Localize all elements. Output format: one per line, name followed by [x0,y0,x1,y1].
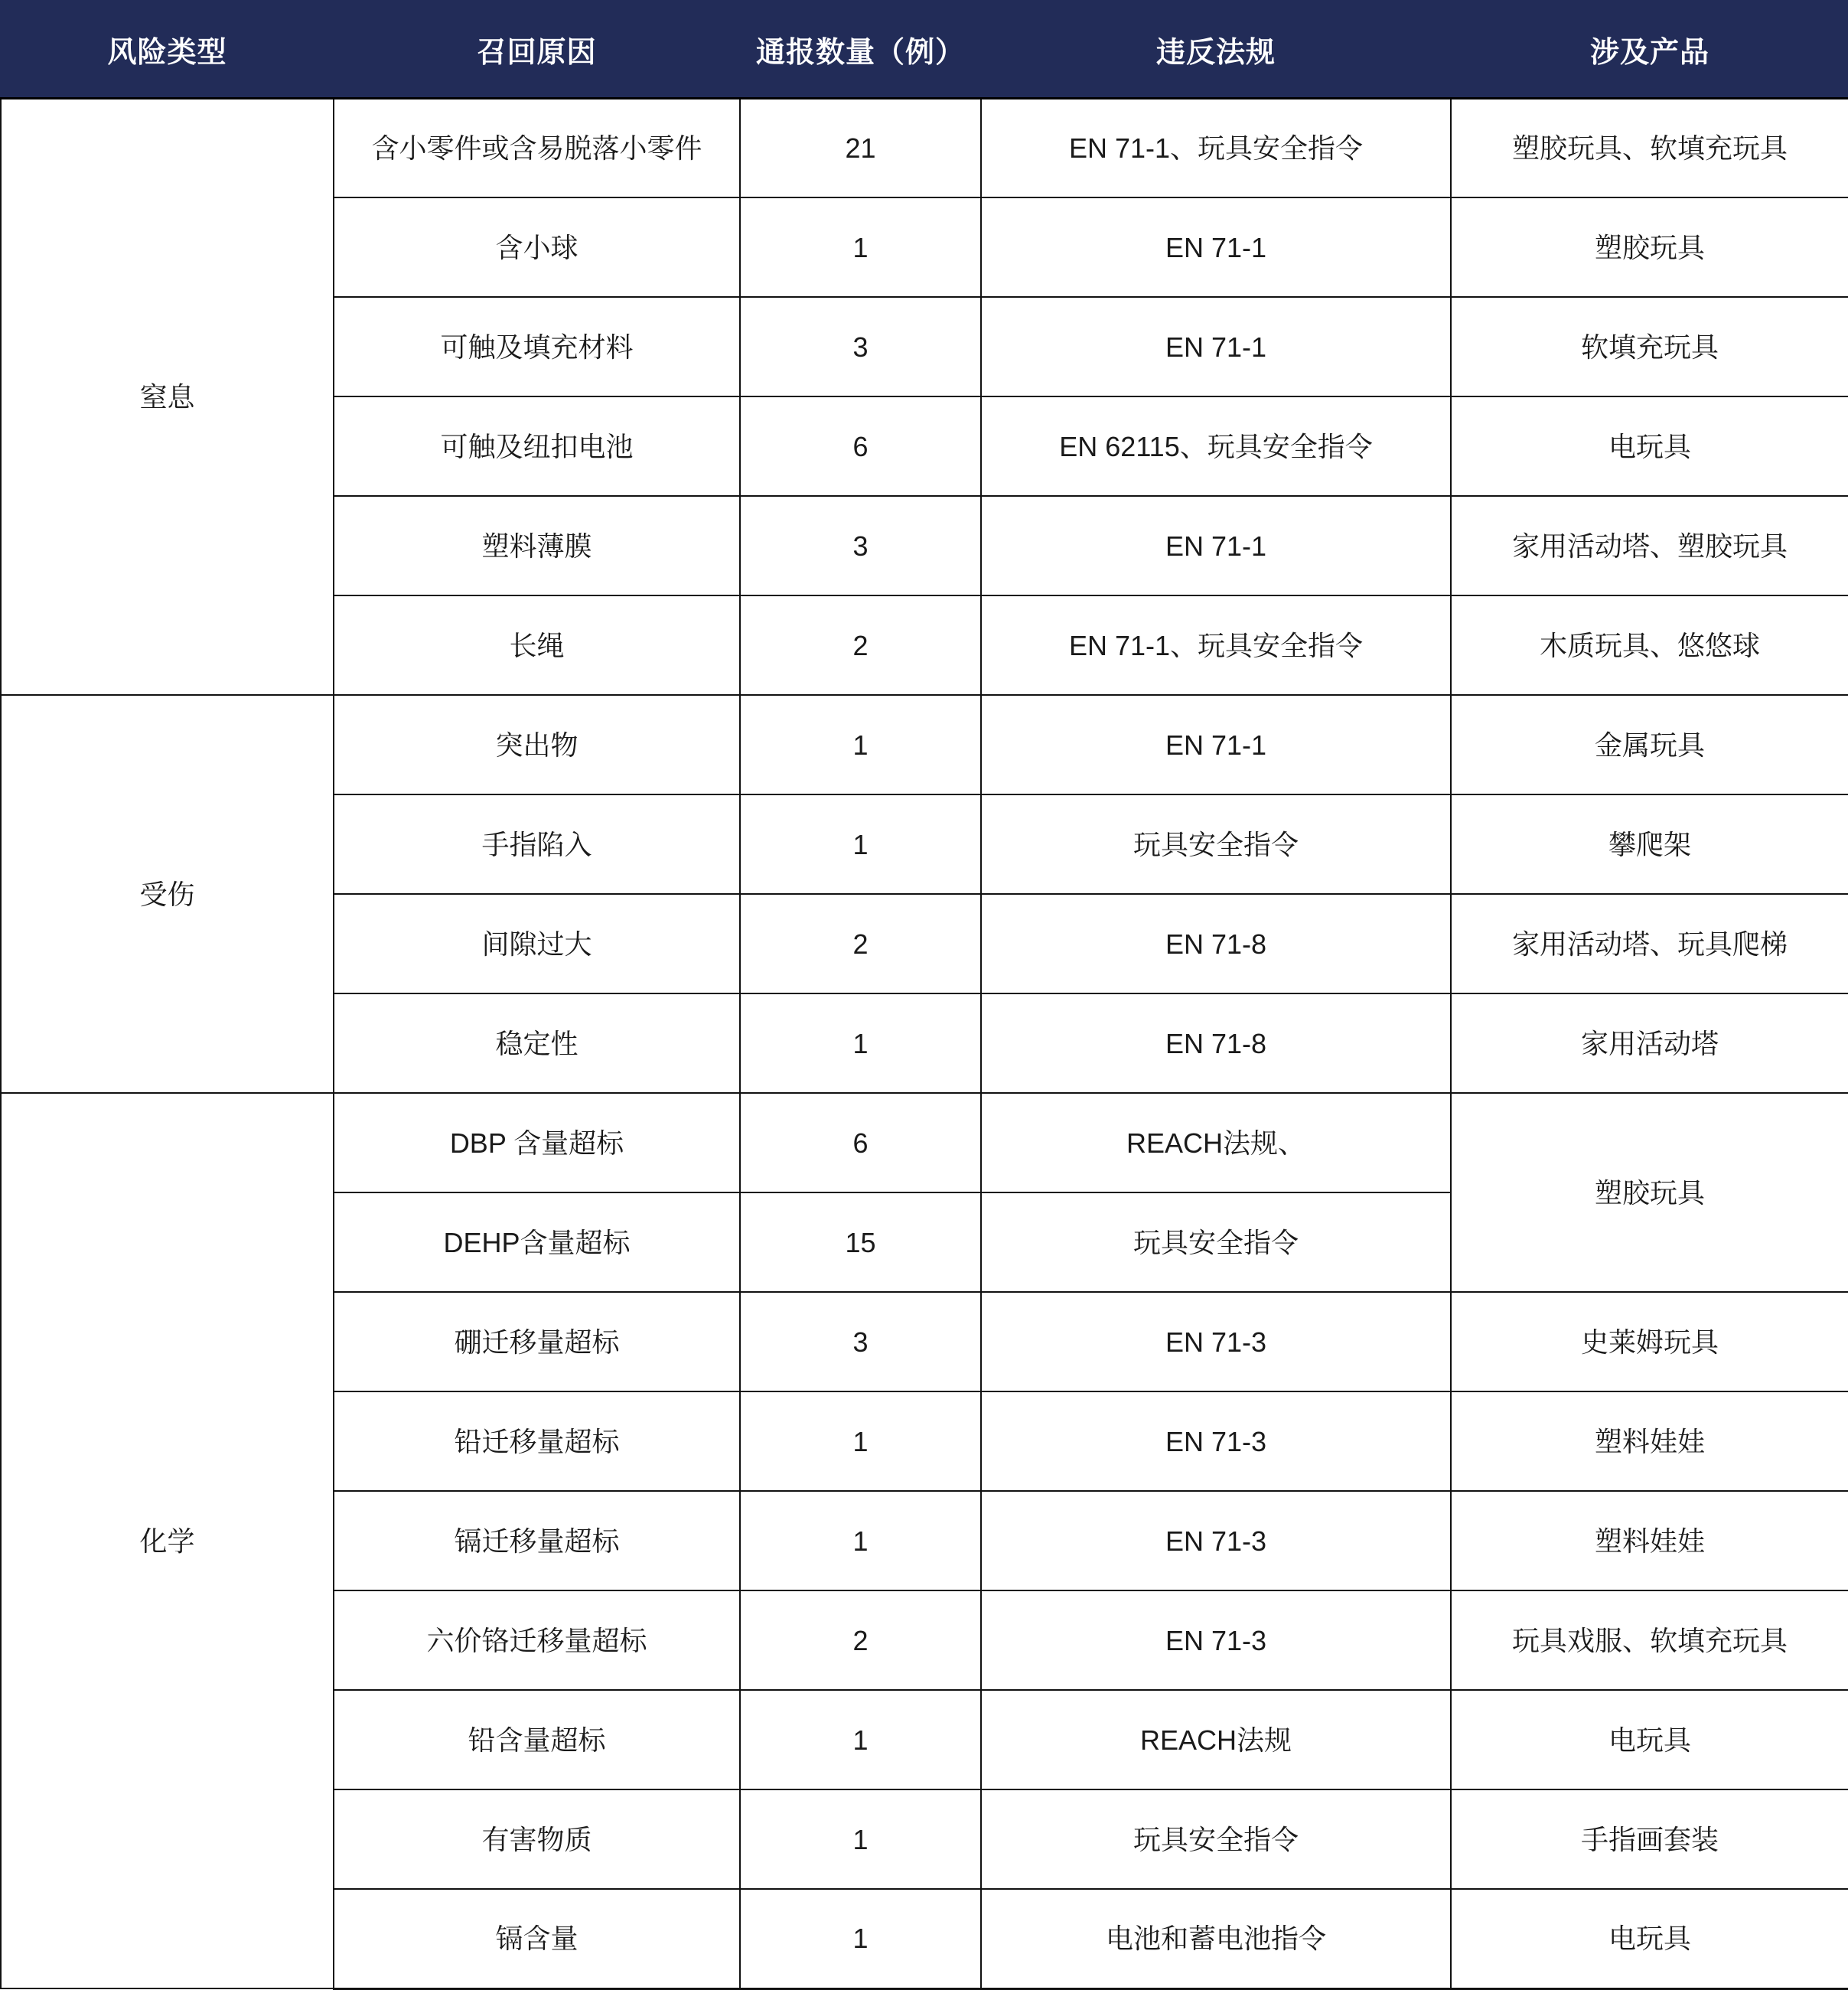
involved-product-cell: 塑胶玩具、软填充玩具 [1451,98,1848,197]
involved-product-cell: 塑胶玩具 [1451,197,1848,297]
recall-reason-cell: 铅含量超标 [334,1690,740,1789]
column-header-violated-regulation: 违反法规 [981,1,1451,98]
table-row [1,695,1848,794]
violated-regulation-cell: EN 71-1 [981,695,1451,794]
table-header [1,1,1848,98]
report-count-cell: 1 [740,1491,981,1590]
recall-reason-cell: 可触及填充材料 [334,297,740,396]
table-body [1,98,1848,1988]
involved-product-cell: 家用活动塔、塑胶玩具 [1451,496,1848,595]
involved-product-cell: 木质玩具、悠悠球 [1451,595,1848,695]
recall-reason-cell: 硼迁移量超标 [334,1292,740,1391]
report-count-cell: 6 [740,396,981,496]
violated-regulation-cell: REACH法规、 [981,1093,1451,1192]
report-count-cell: 21 [740,98,981,197]
risk-type-cell: 窒息 [1,98,334,695]
violated-regulation-cell: EN 71-3 [981,1391,1451,1491]
report-count-cell: 15 [740,1192,981,1292]
involved-product-cell: 金属玩具 [1451,695,1848,794]
violated-regulation-cell: EN 71-1、玩具安全指令 [981,98,1451,197]
involved-product-cell: 玩具戏服、软填充玩具 [1451,1590,1848,1690]
recall-reason-cell: DEHP含量超标 [334,1192,740,1292]
report-count-cell: 1 [740,695,981,794]
report-count-cell: 1 [740,1690,981,1789]
involved-product-cell: 攀爬架 [1451,794,1848,894]
report-count-cell: 1 [740,993,981,1093]
recall-reason-cell: 稳定性 [334,993,740,1093]
involved-product-cell: 塑料娃娃 [1451,1491,1848,1590]
violated-regulation-cell: EN 62115、玩具安全指令 [981,396,1451,496]
violated-regulation-cell: EN 71-1 [981,197,1451,297]
violated-regulation-cell: EN 71-3 [981,1590,1451,1690]
report-count-cell: 1 [740,794,981,894]
violated-regulation-cell: EN 71-1、玩具安全指令 [981,595,1451,695]
violated-regulation-cell: EN 71-3 [981,1491,1451,1590]
table-row [1,1093,1848,1192]
recall-reason-cell: 含小球 [334,197,740,297]
recall-reason-cell: 镉迁移量超标 [334,1491,740,1590]
violated-regulation-cell: EN 71-8 [981,993,1451,1093]
report-count-cell: 2 [740,1590,981,1690]
report-count-cell: 2 [740,595,981,695]
violated-regulation-cell: 电池和蓄电池指令 [981,1889,1451,1988]
involved-product-cell: 软填充玩具 [1451,297,1848,396]
recall-reason-cell: 镉含量 [334,1889,740,1988]
report-count-cell: 3 [740,1292,981,1391]
recall-reason-cell: 铅迁移量超标 [334,1391,740,1491]
report-count-cell: 6 [740,1093,981,1192]
violated-regulation-cell: EN 71-3 [981,1292,1451,1391]
column-header-recall-reason: 召回原因 [334,1,740,98]
risk-type-cell: 化学 [1,1093,334,1988]
involved-product-cell: 家用活动塔、玩具爬梯 [1451,894,1848,993]
recall-reason-cell: 可触及纽扣电池 [334,396,740,496]
involved-product-cell: 电玩具 [1451,1889,1848,1988]
violated-regulation-cell: EN 71-1 [981,297,1451,396]
recall-reason-cell: 手指陷入 [334,794,740,894]
table-row [1,98,1848,197]
involved-product-cell: 电玩具 [1451,396,1848,496]
risk-type-cell: 受伤 [1,695,334,1093]
involved-product-cell: 家用活动塔 [1451,993,1848,1093]
column-header-report-count: 通报数量（例） [740,1,981,98]
report-count-cell: 1 [740,197,981,297]
violated-regulation-cell: REACH法规 [981,1690,1451,1789]
involved-product-cell: 塑料娃娃 [1451,1391,1848,1491]
violated-regulation-cell: EN 71-8 [981,894,1451,993]
column-header-risk-type: 风险类型 [1,1,334,98]
violated-regulation-cell: 玩具安全指令 [981,1192,1451,1292]
violated-regulation-cell: 玩具安全指令 [981,794,1451,894]
table-header-row [1,1,1848,98]
column-header-involved-product: 涉及产品 [1451,1,1848,98]
recall-reason-cell: 间隙过大 [334,894,740,993]
recall-reason-cell: DBP 含量超标 [334,1093,740,1192]
involved-product-cell: 电玩具 [1451,1690,1848,1789]
recall-reason-cell: 含小零件或含易脱落小零件 [334,98,740,197]
recall-reason-cell: 塑料薄膜 [334,496,740,595]
report-count-cell: 2 [740,894,981,993]
report-count-cell: 3 [740,297,981,396]
recall-reason-cell: 长绳 [334,595,740,695]
recall-reason-cell: 六价铬迁移量超标 [334,1590,740,1690]
report-count-cell: 1 [740,1889,981,1988]
violated-regulation-cell: 玩具安全指令 [981,1789,1451,1889]
report-count-cell: 1 [740,1789,981,1889]
recall-reason-cell: 有害物质 [334,1789,740,1889]
violated-regulation-cell: EN 71-1 [981,496,1451,595]
report-count-cell: 1 [740,1391,981,1491]
recall-reason-cell: 突出物 [334,695,740,794]
involved-product-cell: 手指画套装 [1451,1789,1848,1889]
report-count-cell: 3 [740,496,981,595]
involved-product-cell: 史莱姆玩具 [1451,1292,1848,1391]
involved-product-cell: 塑胶玩具 [1451,1093,1848,1292]
